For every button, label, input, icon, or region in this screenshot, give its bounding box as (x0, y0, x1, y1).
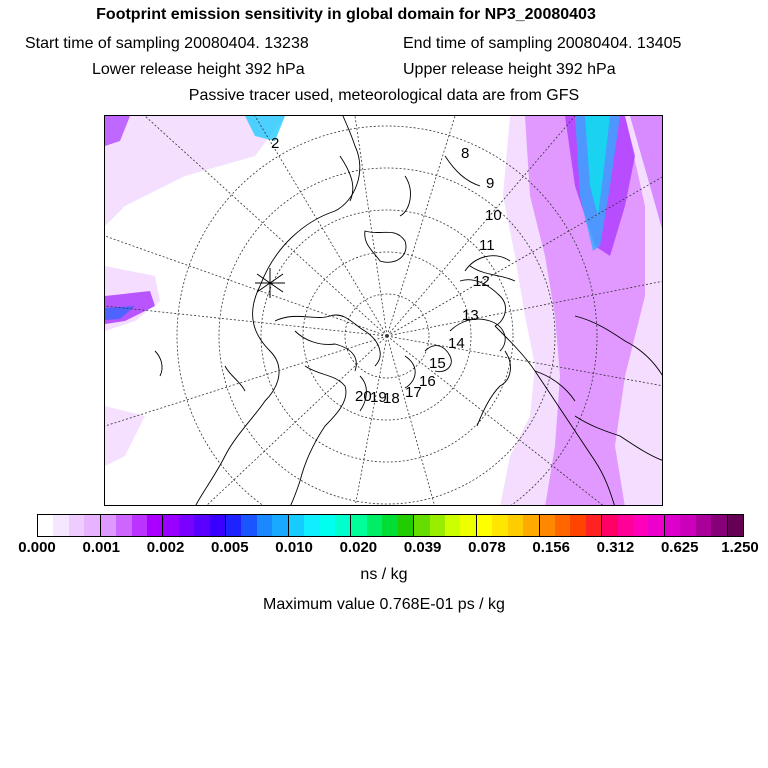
track-label-9: 9 (486, 175, 495, 192)
colorbar-swatch (460, 515, 476, 536)
map-canvas (105, 116, 663, 506)
colorbar-swatch (335, 515, 351, 536)
track-label-14: 14 (448, 335, 465, 352)
colorbar-swatch (147, 515, 163, 536)
colorbar-tick-label: 0.001 (82, 539, 121, 556)
colorbar-tick-label: 1.250 (721, 539, 759, 556)
map-title: Footprint emission sensitivity in global domain for NP3_20080403 (96, 6, 596, 23)
track-label-2: 2 (271, 135, 280, 152)
plume-top-left (105, 116, 285, 226)
colorbar-swatch (320, 515, 335, 536)
colorbar-swatch (53, 515, 68, 536)
track-label-13: 13 (462, 307, 479, 324)
colorbar-swatch (492, 515, 507, 536)
colorbar-swatch (163, 515, 178, 536)
colorbar-unit: ns / kg (360, 566, 408, 583)
start-time: Start time of sampling 20080404. 13238 (25, 35, 309, 52)
track-label-17: 17 (405, 384, 422, 401)
release-location-marker (255, 268, 285, 298)
track-label-10: 10 (485, 207, 502, 224)
colorbar-swatch (696, 515, 711, 536)
colorbar-swatch (179, 515, 194, 536)
colorbar-swatch (101, 515, 116, 536)
colorbar-swatch (38, 515, 53, 536)
colorbar-tick-label: 0.000 (18, 539, 56, 556)
colorbar-swatch (194, 515, 209, 536)
colorbar-swatch (570, 515, 585, 536)
lower-release-height: Lower release height 392 hPa (92, 61, 305, 78)
colorbar-swatch (680, 515, 695, 536)
track-label-11: 11 (479, 237, 495, 254)
colorbar-tick-label: 0.020 (339, 539, 378, 556)
track-label-19: 19 (370, 389, 387, 406)
colorbar-swatch (398, 515, 414, 536)
colorbar-swatch (555, 515, 570, 536)
colorbar-swatch (602, 515, 617, 536)
colorbar-swatch (304, 515, 319, 536)
colorbar-swatch (241, 515, 256, 536)
colorbar-swatch (289, 515, 304, 536)
colorbar-tick-label: 0.312 (596, 539, 635, 556)
colorbar-swatch (728, 515, 743, 536)
colorbar-swatch (477, 515, 492, 536)
track-label-15: 15 (429, 355, 446, 372)
colorbar-swatch (445, 515, 460, 536)
colorbar-swatch (351, 515, 366, 536)
colorbar-swatch (508, 515, 523, 536)
colorbar-swatch (132, 515, 147, 536)
colorbar-swatch (367, 515, 382, 536)
colorbar-tick-label: 0.002 (146, 539, 185, 556)
colorbar-swatch (210, 515, 226, 536)
colorbar (37, 514, 744, 537)
track-label-18: 18 (383, 390, 400, 407)
track-label-16: 16 (419, 373, 436, 390)
colorbar-swatch (414, 515, 429, 536)
plume-left (105, 266, 160, 331)
colorbar-swatch (84, 515, 100, 536)
colorbar-swatch (69, 515, 84, 536)
colorbar-swatch (586, 515, 602, 536)
track-label-20: 20 (355, 388, 372, 405)
upper-release-height: Upper release height 392 hPa (403, 61, 616, 78)
maximum-value: Maximum value 0.768E-01 ps / kg (263, 596, 505, 613)
tracer-note: Passive tracer used, meteorological data are from GFS (188, 87, 580, 104)
colorbar-tick-label: 0.156 (532, 539, 570, 556)
colorbar-swatch (257, 515, 272, 536)
colorbar-tick-label: 0.078 (468, 539, 506, 556)
colorbar-swatch (540, 515, 555, 536)
colorbar-swatch (633, 515, 648, 536)
colorbar-swatch (711, 515, 727, 536)
colorbar-tick-label: 0.010 (275, 539, 313, 556)
colorbar-swatch (665, 515, 680, 536)
colorbar-tick-label: 0.005 (211, 539, 249, 556)
footprint-map (104, 115, 663, 506)
track-label-12: 12 (473, 273, 490, 290)
colorbar-swatch (618, 515, 633, 536)
colorbar-tick-label: 0.625 (660, 539, 699, 556)
colorbar-swatch (116, 515, 131, 536)
colorbar-swatch (648, 515, 664, 536)
colorbar-swatch (272, 515, 288, 536)
end-time: End time of sampling 20080404. 13405 (403, 35, 682, 52)
colorbar-swatch (382, 515, 397, 536)
colorbar-swatch (430, 515, 445, 536)
colorbar-swatch (523, 515, 539, 536)
colorbar-swatch (226, 515, 241, 536)
colorbar-tick-label: 0.039 (403, 539, 442, 556)
track-label-8: 8 (461, 145, 470, 162)
